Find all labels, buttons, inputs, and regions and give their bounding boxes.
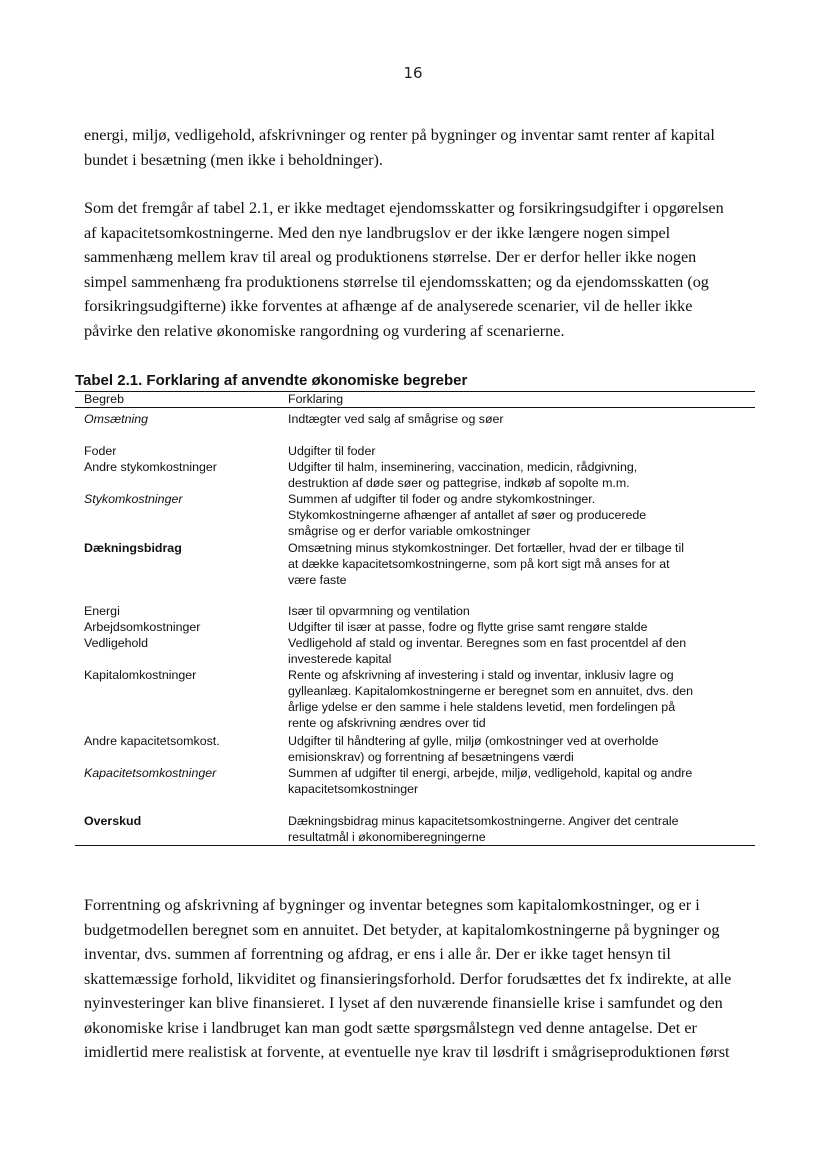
text-line: simpel sammenhæng fra produktionens størrelse til ejendomsskatten; og da ejendomsskatten (og xyxy=(84,272,709,291)
explanation-cell xyxy=(288,765,758,797)
term-cell: Energi xyxy=(84,604,120,618)
explanation-cell xyxy=(288,459,758,491)
term-cell: Overskud xyxy=(84,814,142,828)
table-header-term: Begreb xyxy=(84,392,124,406)
term-cell: Kapacitetsomkostninger xyxy=(84,766,217,780)
explanation-cell xyxy=(288,411,758,427)
explanation-cell xyxy=(288,491,758,539)
explanation-line: Især til opvarmning og ventilation xyxy=(288,604,470,618)
term-cell: Foder xyxy=(84,444,117,458)
explanation-line: Udgifter til håndtering af gylle, miljø (omkostninger ved at overholde xyxy=(288,734,659,748)
text-line: budgetmodellen beregnet som en annuitet. Det betyder, at kapitalomkostningerne på bygninger og xyxy=(84,920,720,939)
term-cell: Stykomkostninger xyxy=(84,492,183,506)
text-line: energi, miljø, vedligehold, afskrivninger og renter på bygninger og inventar samt renter af kapital xyxy=(84,126,715,144)
text-line: forsikringsudgifterne) ikke forventes at afhænge af de analyserede scenarier, vil de heller ikke xyxy=(84,297,693,315)
explanation-line: årlige ydelse er den samme i hele staldens levetid, men fordelingen på xyxy=(288,700,676,714)
explanation-line: Dækningsbidrag minus kapacitetsomkostningerne. Angiver det centrale xyxy=(288,814,679,828)
explanation-cell xyxy=(288,603,758,619)
text-line: bundet i besætning (men ikke i beholdninger). xyxy=(84,150,383,169)
explanation-line: Summen af udgifter til energi, arbejde, miljø, vedligehold, kapital og andre xyxy=(288,766,693,780)
explanation-line: resultatmål i økonomiberegningerne xyxy=(288,830,486,844)
explanation-line: Rente og afskrivning af investering i stald og inventar, inklusiv lagre og xyxy=(288,668,674,682)
explanation-line: kapacitetsomkostninger xyxy=(288,782,419,796)
explanation-line: emisionskrav) og forrentning af besætningens værdi xyxy=(288,750,574,764)
explanation-line: Stykomkostningerne afhænger af antallet af søer og producerede xyxy=(288,508,647,522)
text-line: Forrentning og afskrivning af bygninger og inventar betegnes som kapitalomkostninger, og er i xyxy=(84,896,700,914)
text-line: Som det fremgår af tabel 2.1, er ikke medtaget ejendomsskatter og forsikringsudgifter i opgørelsen xyxy=(84,199,724,217)
explanation-line: Omsætning minus stykomkostninger. Det fortæller, hvad der er tilbage til xyxy=(288,541,684,555)
explanation-cell xyxy=(288,443,758,459)
explanation-line: at dække kapacitetsomkostningerne, som på kort sigt må anses for at xyxy=(288,557,670,571)
paragraph-2 xyxy=(84,196,754,343)
explanation-cell xyxy=(288,635,758,667)
table-header-explanation: Forklaring xyxy=(288,392,344,406)
explanation-cell xyxy=(288,619,758,635)
table-bottom-rule xyxy=(75,845,755,846)
table-top-rule xyxy=(75,391,755,392)
explanation-cell xyxy=(288,813,758,845)
term-cell: Dækningsbidrag xyxy=(84,541,182,555)
explanation-line: Udgifter til foder xyxy=(288,444,376,458)
explanation-cell xyxy=(288,733,758,765)
explanation-line: Summen af udgifter til foder og andre stykomkostninger. xyxy=(288,492,596,506)
explanation-line: rente og afskrivning ændres over tid xyxy=(288,716,486,730)
text-line: inventar, dvs. summen af forrentning og afdrag, er ens i alle år. Der er ikke taget hensyn til xyxy=(84,945,671,963)
explanation-line: investerede kapital xyxy=(288,652,392,666)
explanation-cell xyxy=(288,540,758,588)
explanation-line: destruktion af døde søer og pattegrise, indkøb af sopolte m.m. xyxy=(288,476,630,490)
term-cell: Andre kapacitetsomkost. xyxy=(84,734,220,748)
table-title: Tabel 2.1. Forklaring af anvendte økonomiske begreber xyxy=(75,372,468,389)
text-line: skattemæssige forhold, likviditet og finansieringsforhold. Derfor forudsættes det fx indirekte, at alle xyxy=(84,969,732,988)
paragraph-1 xyxy=(84,123,754,172)
text-line: nyinvesteringer kan blive finansieret. I lyset af den nuværende finansielle krise i samfundet og den xyxy=(84,994,723,1012)
term-cell: Vedligehold xyxy=(84,636,149,650)
explanation-cell xyxy=(288,667,758,731)
explanation-line: gylleanlæg. Kapitalomkostningerne er beregnet som en annuitet, dvs. den xyxy=(288,684,694,698)
term-cell: Arbejdsomkostninger xyxy=(84,620,201,634)
text-line: sammenhæng mellem krav til areal og produktionens størrelse. Der er derfor heller ikke nogen xyxy=(84,248,697,266)
text-line: økonomiske krise i landbruget kan man godt sætte spørgsmålstegn ved denne antagelse. Det er xyxy=(84,1018,697,1037)
term-cell: Omsætning xyxy=(84,412,149,426)
page-number: 16 xyxy=(403,64,423,82)
explanation-line: Udgifter til halm, inseminering, vaccination, medicin, rådgivning, xyxy=(288,460,638,474)
explanation-line: Vedligehold af stald og inventar. Beregnes som en fast procentdel af den xyxy=(288,636,687,650)
explanation-line: være faste xyxy=(288,573,347,587)
explanation-line: Udgifter til især at passe, fodre og flytte grise samt rengøre stalde xyxy=(288,620,648,634)
text-line: imidlertid mere realistisk at forvente, at eventuelle nye krav til løsdrift i smågriseproduktionen først xyxy=(84,1043,730,1061)
table-header-rule xyxy=(75,407,755,408)
paragraph-3 xyxy=(84,893,754,1065)
text-line: påvirke den relative økonomiske rangordning og vurdering af scenarierne. xyxy=(84,321,565,340)
term-cell: Kapitalomkostninger xyxy=(84,668,197,682)
explanation-line: Indtægter ved salg af smågrise og søer xyxy=(288,412,504,426)
term-cell: Andre stykomkostninger xyxy=(84,460,217,474)
text-line: af kapacitetsomkostningerne. Med den nye landbrugslov er der ikke længere nogen simpel xyxy=(84,223,671,242)
explanation-line: smågrise og er derfor variable omkostninger xyxy=(288,524,531,538)
